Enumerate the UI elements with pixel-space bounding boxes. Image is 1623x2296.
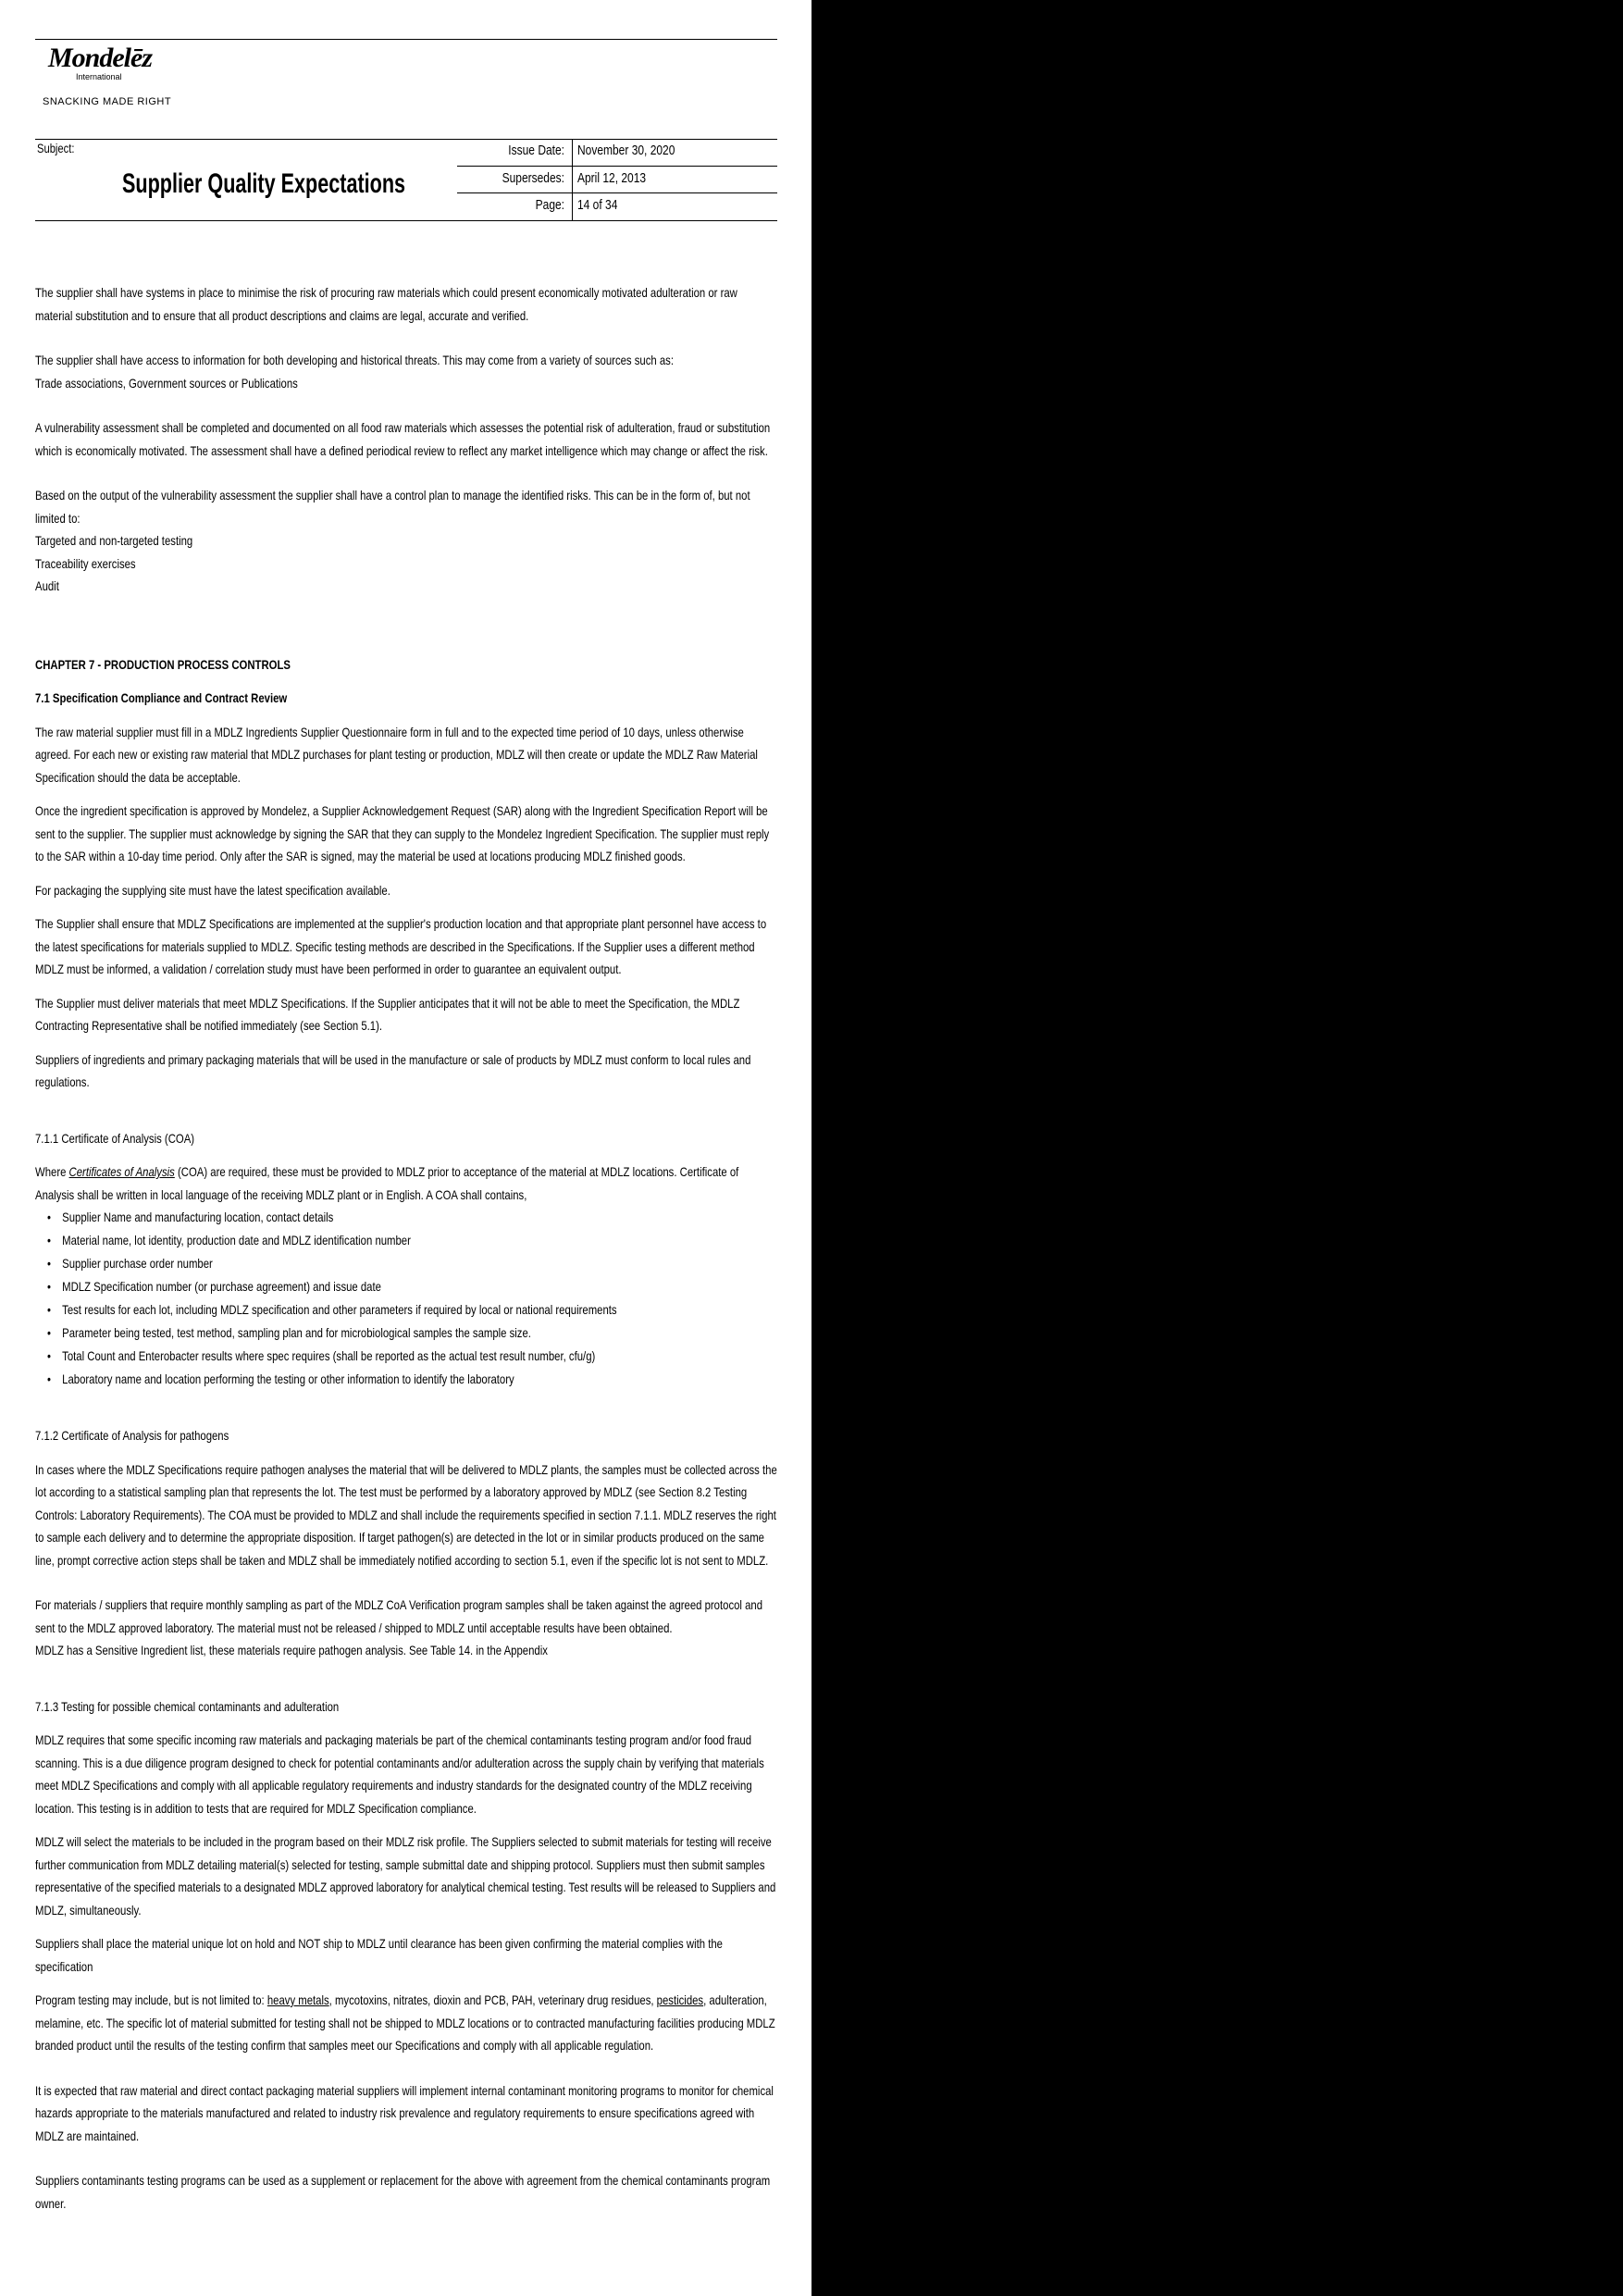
paragraph: Once the ingredient specification is approved by Mondelez, a Supplier Acknowledgement Request (SAR) along with the Ingredient Specification Report will be sent to the supplier. The supplier must acknowledge by signing the SAR that they can supply to the Mondelez Ingredient Specification. The supplier must reply to the SAR within a 10-day time period. Only after the SAR is signed, may the material be used at locations producing MDLZ finished goods. (35, 803, 770, 863)
list-item: Traceability exercises (35, 555, 136, 571)
coa-link[interactable]: Certificates of Analysis (68, 1164, 175, 1179)
text-run: , adulteration, melamine, etc. The specific lot of material submitted for testing shall not be shipped to MDLZ locations or to contracted manufacturing facilities producing MDLZ branded product until the results of the testing confirm that samples meet our Specifications and comply with all applicable regulation. (35, 1992, 775, 2053)
paragraph: The Supplier must deliver materials that meet MDLZ Specifications. If the Supplier anticipates that it will not be able to meet the Specification, the MDLZ Contracting Representative shall be notified immediately (see Section 5.1). (35, 995, 740, 1033)
header-top-rule (35, 139, 777, 140)
list-item: • Test results for each lot, including MDLZ specification and other parameters if required by local or national requirements (62, 1298, 777, 1322)
top-rule (35, 39, 777, 40)
heavy-metals-link[interactable]: heavy metals (266, 1992, 329, 2007)
paragraph: Suppliers of ingredients and primary packaging materials that will be used in the manufacture or sale of products by MDLZ must conform to local rules and regulations. (35, 1051, 751, 1089)
pesticides-link[interactable]: pesticides (656, 1992, 704, 2007)
list-item: • Laboratory name and location performing the testing or other information to identify the laboratory (62, 1368, 777, 1391)
issue-date-label: Issue Date: (508, 143, 564, 158)
paragraph: Suppliers shall place the material unique lot on hold and NOT ship to MDLZ until clearance has been given confirming the material complies with the specification (35, 1936, 723, 1974)
text-run: Where (35, 1164, 69, 1179)
list-item: Targeted and non-targeted testing (35, 533, 193, 548)
paragraph: The Supplier shall ensure that MDLZ Specifications are implemented at the supplier's production location and that appropriate plant personnel have access to the latest specifications for materials supplied to MDLZ. Specific testing methods are described in the Specifications. If the Supplier uses a different method MDLZ must be informed, a validation / correlation study must have been performed in order to guarantee an equivalent output. (35, 916, 767, 976)
subsection-heading: 7.1.2 Certificate of Analysis for pathogens (35, 1428, 229, 1443)
paragraph: MDLZ has a Sensitive Ingredient list, these materials require pathogen analysis. See Table 14. in the Appendix (35, 1643, 548, 1657)
list-item: • MDLZ Specification number (or purchase agreement) and issue date (62, 1275, 777, 1298)
header-bottom-rule (35, 220, 777, 221)
issue-date-value: November 30, 2020 (577, 143, 675, 158)
subsection-heading: 7.1.3 Testing for possible chemical contaminants and adulteration (35, 1698, 340, 1714)
section-heading: 7.1 Specification Compliance and Contract Review (35, 690, 288, 705)
coa-requirements-list (35, 1206, 777, 1391)
paragraph: The supplier shall have access to information for both developing and historical threats. This may come from a variety of sources such as: (35, 353, 674, 367)
header-row-rule (457, 192, 777, 193)
chapter-heading: CHAPTER 7 - PRODUCTION PROCESS CONTROLS (35, 656, 291, 672)
text-run: (COA) are required, these must be provided to MDLZ prior to acceptance of the material at MDLZ locations. Certificate of Analysis shall be written in local language of the receiving MDLZ plant or in English. A COA shall contains, (35, 1164, 739, 1202)
logo-subtext: International (76, 72, 122, 81)
text-run: Program testing may include, but is not limited to: (35, 1992, 267, 2007)
paragraph: Trade associations, Government sources or Publications (35, 375, 298, 391)
list-item: • Total Count and Enterobacter results where spec requires (shall be reported as the actual test result number, cfu/g) (62, 1345, 777, 1368)
paragraph: It is expected that raw material and direct contact packaging material suppliers will implement internal contaminant monitoring programs to monitor for chemical hazards appropriate to the materials manufactured and related to industry risk prevalence and regulatory requirements to ensure specifications agreed with MDLZ are maintained. (35, 2082, 774, 2143)
list-item: • Supplier Name and manufacturing location, contact details (62, 1206, 777, 1229)
paragraph: The supplier shall have systems in place to minimise the risk of procuring raw materials which could present economically motivated adulteration or raw material substitution and to ensure that all product descriptions and claims are legal, accurate and verified. (35, 285, 737, 323)
logo-tagline: SNACKING MADE RIGHT (43, 96, 172, 107)
paragraph (35, 1160, 777, 1206)
document-body (35, 281, 777, 2215)
paragraph: For packaging the supplying site must have the latest specification available. (35, 882, 390, 898)
paragraph: For materials / suppliers that require monthly sampling as part of the MDLZ CoA Verification program samples shall be taken against the agreed protocol and sent to the MDLZ approved laboratory. The material must not be released / shipped to MDLZ until acceptable results have been obtained. (35, 1597, 763, 1635)
paragraph: Based on the output of the vulnerability assessment the supplier shall have a control plan to manage the identified risks. This can be in the form of, but not limited to: (35, 488, 750, 526)
list-item: • Supplier purchase order number (62, 1252, 777, 1275)
supersedes-value: April 12, 2013 (577, 170, 647, 186)
paragraph: The raw material supplier must fill in a MDLZ Ingredients Supplier Questionnaire form in full and to the expected time period of 10 days, unless otherwise agreed. For each new or existing raw material that MDLZ purchases for plant testing or production, MDLZ will then create or update the MDLZ Raw Material Specification should the data be acceptable. (35, 724, 758, 785)
page-label: Page: (535, 197, 564, 213)
text-run: , mycotoxins, nitrates, dioxin and PCB, PAH, veterinary drug residues, (328, 1992, 657, 2007)
subject-label: Subject: (37, 141, 75, 155)
subsection-heading: 7.1.1 Certificate of Analysis (COA) (35, 1130, 195, 1146)
page-number: 14 of 34 (577, 197, 618, 213)
header-divider (572, 140, 573, 221)
logo-wordmark: Mondelēz (48, 43, 152, 73)
paragraph: MDLZ requires that some specific incoming raw materials and packaging materials be part of the chemical contaminants testing program and/or food fraud scanning. This is a due diligence program designed to check for potential contaminants and/or adulteration across the supply chain by verifying that materials meet MDLZ Specifications and comply with all applicable regulatory requirements and industry standards for the designated country of the MDLZ receiving location. This testing is in addition to tests that are required for MDLZ Specification compliance. (35, 1732, 764, 1816)
paragraph (35, 1989, 777, 2057)
paragraph: Suppliers contaminants testing programs can be used as a supplement or replacement for the above with agreement from the chemical contaminants program owner. (35, 2173, 771, 2211)
paragraph: MDLZ will select the materials to be included in the program based on their MDLZ risk profile. The Suppliers selected to submit materials for testing will receive further communication from MDLZ detailing material(s) selected for testing, sample submittal date and shipping protocol. Suppliers must then submit samples representative of the specified materials to a designated MDLZ approved laboratory for analytical chemical testing. Test results will be released to Suppliers and MDLZ, simultaneously. (35, 1834, 776, 1917)
paragraph: In cases where the MDLZ Specifications require pathogen analyses the material that will be delivered to MDLZ plants, the samples must be collected across the lot according to a statistical sampling plan that represents the lot. The test must be performed by a laboratory approved by MDLZ (see Section 8.2 Testing Controls: Laboratory Requirements). The COA must be provided to MDLZ and shall include the requirements specified in section 7.1.1. MDLZ reserves the right to sample each delivery and to determine the appropriate disposition. If target pathogen(s) are detected in the lot or in similar products produced on the same line, prompt corrective action steps shall be taken and MDLZ shall be immediately notified according to section 5.1, even if the specific lot is not sent to MDLZ. (35, 1461, 777, 1568)
list-item: Audit (35, 578, 59, 593)
document-title: Supplier Quality Expectations (122, 168, 406, 199)
list-item: • Parameter being tested, test method, sampling plan and for microbiological samples the sample size. (62, 1322, 777, 1345)
header-row-rule (457, 166, 777, 167)
supersedes-label: Supersedes: (502, 170, 564, 186)
list-item: • Material name, lot identity, production date and MDLZ identification number (62, 1229, 777, 1252)
paragraph: A vulnerability assessment shall be completed and documented on all food raw materials which assesses the potential risk of adulteration, fraud or substitution which is economically motivated. The assessment shall have a defined periodical review to reflect any market intelligence which may change or affect the risk. (35, 420, 771, 458)
